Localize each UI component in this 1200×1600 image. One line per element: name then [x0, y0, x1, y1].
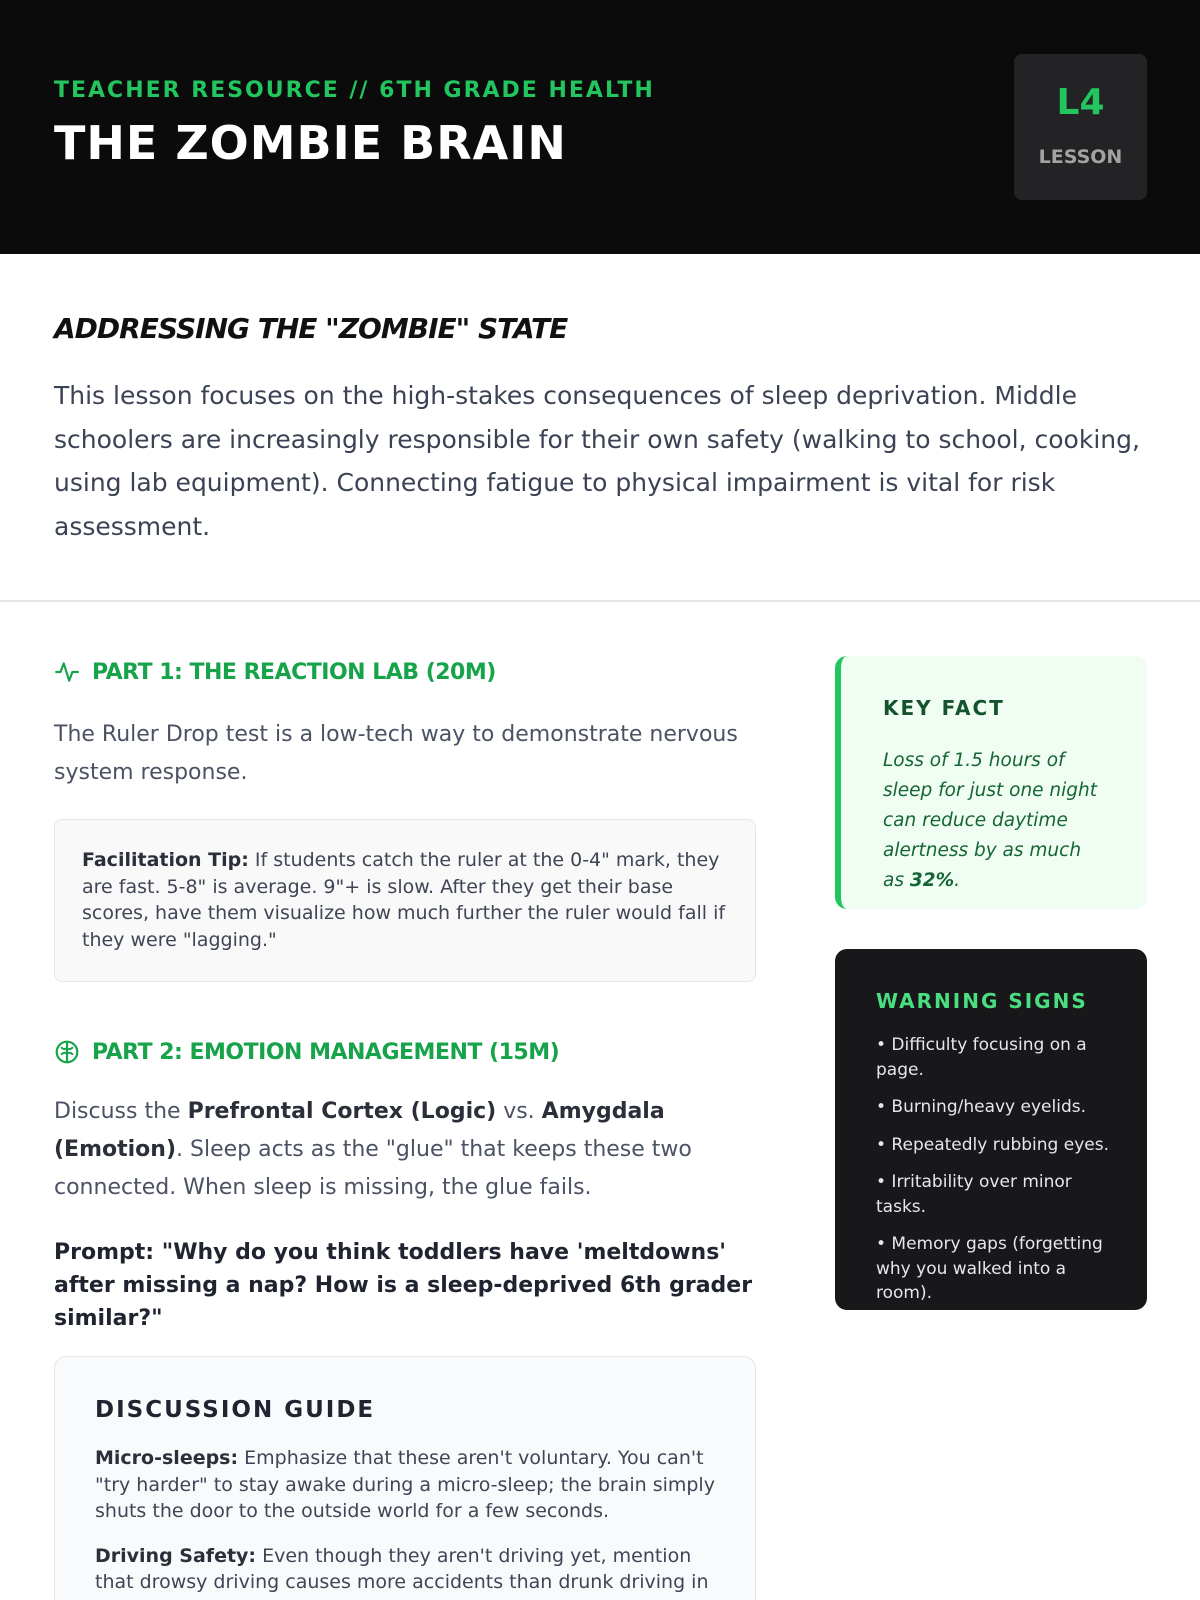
- warning-sign-item: • Memory gaps (forgetting why you walked into a room).: [876, 1234, 1103, 1303]
- lesson-label: LESSON: [1038, 146, 1123, 168]
- guide-item-text: Even though they aren't driving yet, mention that drowsy driving causes more accidents than drunk driving in: [95, 1544, 709, 1593]
- lesson-code: L4: [1056, 82, 1105, 123]
- header-eyebrow: TEACHER RESOURCE // 6TH GRADE HEALTH: [54, 78, 655, 103]
- part2-body: [54, 1093, 770, 1207]
- part2-body-mid: vs.: [496, 1099, 542, 1124]
- key-fact-card: [835, 656, 1147, 909]
- section-divider: [0, 600, 1200, 602]
- warning-sign-item: • Repeatedly rubbing eyes.: [876, 1134, 1109, 1155]
- key-fact-title: KEY FACT: [883, 696, 1005, 720]
- discussion-guide-title: DISCUSSION GUIDE: [95, 1397, 376, 1423]
- facilitation-tip: [54, 819, 756, 982]
- guide-item: [95, 1543, 715, 1596]
- warning-signs-card: [835, 949, 1147, 1310]
- warning-sign-item: • Burning/heavy eyelids.: [876, 1097, 1087, 1117]
- discussion-prompt: Prompt: "Why do you think toddlers have 'meltdowns' after missing a nap? How is a sleep-deprived 6th grader similar?": [54, 1240, 753, 1331]
- part2-heading-text: PART 2: EMOTION MANAGEMENT (15M): [92, 1039, 560, 1065]
- intro-heading: ADDRESSING THE "ZOMBIE" STATE: [54, 312, 568, 345]
- term-prefrontal-cortex: Prefrontal Cortex (Logic): [187, 1099, 497, 1124]
- part2-heading: [54, 1039, 559, 1065]
- tip-text: If students catch the ruler at the 0-4" mark, they are fast. 5-8" is average. 9"+ is slow. After they get their base scores, have them visualize how much further the ruler would fall if they were "lagging.": [82, 849, 726, 951]
- term-amygdala: Amygdala (Emotion): [54, 1099, 665, 1162]
- warning-sign-item: • Difficulty focusing on a page.: [876, 1035, 1087, 1080]
- activity-pulse-icon: [54, 659, 80, 685]
- key-fact-body: [883, 746, 1107, 896]
- guide-item-label: Driving Safety:: [95, 1544, 257, 1567]
- discussion-guide: [54, 1356, 756, 1600]
- tip-label: Facilitation Tip:: [82, 849, 249, 871]
- part1-body: The Ruler Drop test is a low-tech way to demonstrate nervous system response.: [54, 722, 738, 785]
- key-fact-text: Loss of 1.5 hours of sleep for just one night can reduce daytime alertness by as much as: [883, 750, 1098, 891]
- part1-heading-text: PART 1: THE REACTION LAB (20M): [92, 659, 496, 685]
- guide-item-text: Emphasize that these aren't voluntary. You can't "try harder" to stay awake during a micro-sleep; the brain simply shuts the door to the outside world for a few seconds.: [95, 1447, 715, 1522]
- guide-item: [95, 1445, 715, 1525]
- warning-sign-item: • Irritability over minor tasks.: [876, 1172, 1072, 1217]
- page-header: [0, 0, 1200, 254]
- part2-body-pre: Discuss the: [54, 1099, 188, 1124]
- key-fact-emphasis: 32%: [909, 870, 955, 891]
- part2-body-post: . Sleep acts as the "glue" that keeps these two connected. When sleep is missing, the glue fails.: [54, 1137, 692, 1200]
- warning-signs-title: WARNING SIGNS: [876, 989, 1088, 1013]
- lesson-badge: [1014, 54, 1147, 200]
- guide-item-label: Micro-sleeps:: [95, 1447, 239, 1469]
- key-fact-text-end: .: [954, 870, 961, 891]
- part1-heading: [54, 659, 496, 685]
- page-title: THE ZOMBIE BRAIN: [54, 116, 567, 170]
- brain-icon: [54, 1039, 80, 1065]
- intro-body: This lesson focuses on the high-stakes consequences of sleep deprivation. Middle schoolers are increasingly responsible for their own safety (walking to school, cooking, using lab equipment). Connecting fatigue to physical impairment is vital for risk assessment.: [54, 381, 1140, 541]
